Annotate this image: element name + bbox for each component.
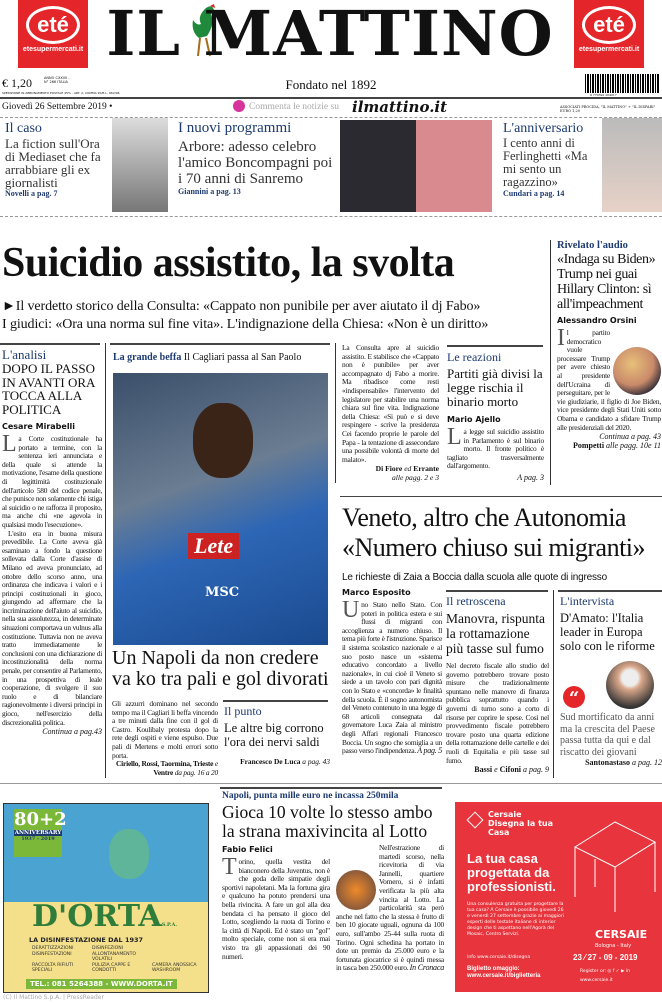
story-title: Le altre big corrono l'ora dei nervi saldi — [224, 721, 324, 749]
story-title: Manovra, rispunta la rottamazione più tasse sul fumo — [446, 611, 545, 656]
site-link[interactable]: ilmattino.it — [352, 98, 448, 116]
lead-headline[interactable]: Suicidio assistito, la svolta — [2, 240, 455, 286]
lead-summary — [342, 344, 439, 482]
story-kicker: L'analisi — [2, 347, 47, 362]
pages-ref[interactable]: A pag. 5 — [417, 746, 442, 756]
teaser-il-caso[interactable] — [5, 121, 110, 198]
column-divider — [335, 343, 336, 483]
lotto-shop-photo — [336, 870, 376, 910]
story-veneto[interactable] — [342, 588, 442, 756]
ad-headline: La tua casa progettata da professionisti. — [467, 851, 556, 894]
ad-info[interactable]: Info www.cersaie.it/disegna — [467, 955, 531, 960]
teaser-title: I cento anni di Ferlinghetti «Ma mi sento un ragazzino» — [503, 136, 588, 189]
section-ref[interactable]: In Cronaca — [409, 963, 444, 973]
story-body-2: Nell'estrazione di martedì scorso, nella ricevitoria di via Jannelli, quartiere Vomero, si è infatti verificata la più alta vincita al Lotto. La particolarità sta però anche nel fatto che la stessa è frutto di ben 10 giocate uguali, ognuna da 100 euro, sull'ambo 25-44 sulla ruota di Torino. Ogni schedina ha portato in dote un premio da 25.000 euro e la fortunata giocatrice si è quindi messa in tasca ben 250.000 euro. In Cronaca — [336, 843, 444, 973]
column-divider — [553, 590, 554, 778]
story-kicker: Napoli, punta mille euro ne incassa 250mila — [222, 791, 399, 801]
lead-subheads — [2, 298, 548, 334]
ad-brand: CERSAIE — [595, 928, 648, 941]
pages-ref[interactable]: Bassi e Cifoni a pag. 9 — [474, 765, 549, 775]
ad-location: Bologna - Italy — [595, 943, 632, 949]
ad-cersaie[interactable] — [455, 802, 662, 992]
ad-contact[interactable]: TEL.: 081 5264388 - WWW.DORTA.IT — [26, 979, 177, 989]
pages-ref[interactable]: Ciriello, Rossi, Taormina, Trieste e Ventre da pag. 16 a 20 — [116, 759, 218, 777]
section-rule — [0, 783, 662, 784]
story-kicker: La grande beffa — [113, 352, 182, 363]
story-kicker: L'intervista — [560, 594, 615, 608]
story-title: Gioca 10 volte lo stesso ambo la strana maxivincita al Lotto — [222, 802, 433, 841]
ad-body: Una consulenza gratuita per progettare la tua casa? A Cersaie è possibile giovedì 26 e venerdì 27 settembre grazie ai maggiori esperti delle testate italiane di interior design che ti aspettano nell'Agorà del Mosaic, Centro Servizi. — [467, 902, 564, 937]
story-body: La Corte costituzionale ha portato a termine, con la sentenza ieri annunciata e della quale si attende la motivazione, l'esame della questione di legittimità costituzionale dell'articolo 580 del codice penale, che punisce non solamente chi istiga al suicidio o ne rafforza il proposito, ma anche chi «ne agevola in qualsiasi modo l'esecuzione». — [2, 431, 102, 529]
story-lotto[interactable] — [222, 791, 444, 973]
pages-ref[interactable]: Santonastaso a pag. 12 — [585, 758, 662, 767]
story-body: Nel decreto fiscale allo studio del governo potrebbero trovare posto misure che tradizionalmente spuntano nelle manovre di finanza pubblica soprattutto quando i governi di turno sono a corto di risorse per coprire le spese. Così nel provvedimento fiscale potrebbero trovare posto una quarta edizione della rottamazione delle cartelle e dei ruoli di Equitalia e più tasse sul fumo. — [446, 661, 549, 765]
ad-years: 1937 - 2019 — [21, 836, 55, 842]
masthead-rule — [0, 97, 662, 99]
column-rule — [223, 700, 328, 702]
story-trump[interactable] — [557, 240, 661, 450]
teaser-arbore[interactable] — [178, 120, 338, 196]
column-rule — [340, 496, 662, 497]
comment-prompt: Commenta le notizie su — [249, 102, 339, 112]
ad-header: Cersaie Disegna la tua Casa — [488, 810, 554, 837]
story-kicker: Rivelato l'audio — [557, 240, 628, 251]
lead-subhead-2: I giudici: «Ora una norma sul fine vita». L'indignazione della Chiesa: «Non è un diritto» — [2, 317, 489, 332]
column-divider — [550, 240, 551, 485]
ad-brand: D'ORTAS.P.A. — [32, 899, 178, 934]
napoli-kicker-line — [113, 352, 331, 363]
story-analysis[interactable] — [2, 347, 102, 736]
teaser-photo-arbore — [340, 120, 492, 212]
ad-dates: 23 ⁄ 27 - 09 - 2019 — [573, 953, 638, 962]
story-kicker: Le reazioni — [447, 350, 502, 364]
continue-ref[interactable]: Continua a pag. 43 — [599, 432, 661, 442]
ad-badge-label: ANNIVERSARY — [14, 830, 62, 836]
comment-bubble-icon — [233, 100, 245, 112]
barcode — [585, 74, 660, 93]
story-body: Uno Stato nello Stato. Con poteri in politica estera e sui flussi di migranti con accoglienza a numero chiuso. Il tema più forte è l'istruzione. Sparisce il sistema scolastico nazionale e al suo posto nasce un «sistema educativo concordato a livello nazionale», in cui cioè il Veneto si siede a un tavolo con pari dignità con lo Stato e «concorda» le finalità della scuola. È il sogno autonomista del Veneto contenuto in una legge di 68 articoli consegnata dal governatore Luca Zaia al ministro degli Affari regionali Francesco Boccia. Un sogno che somiglia a un passo verso l'indipendenza. A pag. 5 — [342, 597, 442, 756]
edition-info: ANNO CXXVII - N° 266 ITALIA — [44, 76, 70, 84]
story-body-2: L'esito era in buona misura prevedibile. La Corte aveva già esaminato a fondo la questione sollevata dalla Corte d'assise di Milano ed aveva pronunciato, ad ottobre dello scorso anno, una ordinanza che indicava i valori e i principi costituzionali in gioco, giungendo ad affermare che la incriminazione dell'aiuto al suicidio, nella sua assolutezza, in determinate situazioni comportava un vulnus alla costituzione. Tuttavia non ne aveva tratto immediatamente le conclusioni con una dichiarazione di incostituzionalità della norma penale, per consentire al Parlamento, in una prospettiva di leale cooperazione, di svolgere il suo ruolo e di bilanciare ragionevolmente i diversi principi in gioco, nell'esercizio della discrezionalità politica. — [2, 528, 102, 727]
photo-sponsor: Lete — [188, 533, 239, 559]
story-reazioni[interactable] — [447, 350, 544, 482]
right-small-info: ASSOCIATI PROCIDA, "IL MATTINO" + "IL DISPARI" EURO 1,20 — [560, 105, 656, 113]
story-punto[interactable] — [224, 704, 330, 766]
trump-photo — [613, 347, 661, 395]
story-kicker: Il punto — [224, 704, 262, 718]
pages-ref[interactable]: A pag. 3 — [517, 472, 544, 482]
price: € 1,20 — [2, 76, 32, 90]
intervista-quote-block — [560, 712, 662, 768]
masthead-title-wrap — [100, 0, 560, 70]
napoli-summary — [112, 700, 218, 777]
teaser-ref: Cundari a pag. 14 — [503, 189, 565, 198]
byline: Mario Ajello — [447, 415, 501, 424]
photo-sponsor-2: MSC — [205, 585, 240, 600]
teaser-photo-newsroom — [112, 118, 168, 212]
continue-ref[interactable]: Continua a pag.43 — [42, 727, 102, 737]
founded: Fondato nel 1892 — [285, 77, 377, 92]
teaser-title: La fiction sull'Ora di Mediaset che fa arrabbiare gli ex giornalisti — [5, 136, 101, 190]
napoli-photo-koulibaly — [113, 373, 328, 645]
story-body: Gli azzurri dominano nel secondo tempo ma il Cagliari li beffa vincendo a tre minuti dalla fine con il gol di Castro. Koulibaly protesta dopo la rete degli ospiti e viene espulso. Due pali di Mertens e molti errori sotto porta. — [112, 699, 218, 760]
kicker-rest: Il Cagliari passa al San Paolo — [183, 352, 302, 363]
cube-drawing-icon — [570, 817, 658, 912]
masthead-title: IL MATTINO — [106, 0, 554, 70]
story-title: DOPO IL PASSO IN AVANTI ORA TOCCA ALLA POLITICA — [2, 361, 95, 417]
story-body: La Consulta apre al suicidio assistito. E stabilisce che «Cappato non è punibile» per aver accompagnato dj Fabo a morire. Ma ribadisce come resti «indispensabile» l'intervento del legislatore per stabilire una norma chiara sul fine vita. Indignazione della Chiesa: «Si può e si deve respingere - scrive la presidenza Cei facendo proprie le parole del Papa - la tentazione di assecondare una possibile volontà di morte del malato». — [342, 343, 439, 464]
pages-ref[interactable]: Di Fiore ed Errante alle pagg. 2 e 3 — [375, 464, 439, 483]
column-rule — [447, 345, 543, 347]
ad-social[interactable]: Register or: ◎ f ✓ ▶ in — [580, 969, 630, 974]
teaser-ref: Giannini a pag. 13 — [178, 187, 241, 196]
column-rule — [0, 343, 100, 345]
story-body: Torino, quella vestita del bianconero della Juventus, non è che goda delle simpatie degli sportivi napoletani. Ma la fortuna gira e qualcuno ha potuto prendersi una bella rivincita. A fare un gol alla dea bendata ci ha pensato il gioco del Lotto, scegliendo la ruota di Torino e la città di Napoli. Ed è stato un "gol" molto speciale, come non si era mai visto tra gli appassionati dei 90 numeri. — [222, 854, 330, 961]
teaser-title: Arbore: adesso celebro l'amico Boncompagni poi i 70 anni di Sanremo — [178, 139, 333, 187]
barcode-number: 9 770392 284017 — [590, 93, 617, 97]
cube-icon — [467, 812, 484, 829]
byline: Fabio Felici — [222, 845, 273, 854]
byline: Marco Esposito — [342, 588, 411, 597]
postal-info: SPEDIZIONE IN ABBONAMENTO POSTALE 45% - ART. 2, COMMA 20/B L. 662/96 — [2, 91, 120, 95]
date: Giovedì 26 Settembre 2019 • — [2, 102, 113, 112]
teaser-strip-rule — [0, 117, 662, 118]
teaser-ferlinghetti[interactable] — [503, 121, 600, 198]
ad-tagline: LA DISINFESTAZIONE DAL 1937 — [29, 936, 144, 944]
intervista-quote: Sud mortificato da anni ma la crescita del Paese passa tutta da qui e dal riscatto dei giovani — [560, 712, 655, 758]
story-title: Partiti già divisi la legge rischia il binario morto — [447, 366, 543, 409]
pages-ref[interactable]: Pompetti alle pagg. 10e 11 — [572, 441, 661, 451]
story-intervista[interactable] — [560, 594, 662, 653]
veneto-title-1[interactable]: Veneto, altro che Autonomia — [342, 503, 626, 532]
veneto-title-2[interactable]: «Numero chiuso sui migranti» — [342, 533, 646, 562]
story-title: «Indaga su Biden» Trump nei guai Hillary Clinton: sì all'impeachment — [557, 252, 656, 312]
mascot-fly-icon — [109, 829, 149, 879]
story-title: D'Amato: l'Italia leader in Europa solo con le riforme — [560, 611, 655, 653]
story-retroscena[interactable] — [446, 594, 549, 774]
column-rule — [446, 590, 548, 592]
ad-services: DERATTIZZAZIONI DISINFEZIONI DISINFESTAZIONI ALLONTANAMENTO VOLATILI RACCOLTA RIFIUTI SPECIALI PULIZIA CAPPE E CONDOTTI CAMERA ANOSSICA WASHROOM — [32, 946, 197, 973]
damato-photo — [606, 661, 654, 709]
column-divider — [105, 343, 106, 778]
ad-ticket[interactable]: Biglietto omaggio: www.cersaie.it/biglietteria — [467, 966, 541, 979]
ete-logo: eté — [582, 6, 636, 44]
author-ref[interactable]: Francesco De Luca a pag. 43 — [240, 757, 330, 766]
teaser-ref: Novelli a pag. 7 — [5, 189, 58, 198]
ad-badge: 80+2 — [14, 809, 67, 830]
column-rule — [220, 787, 442, 789]
veneto-subhead: Le richieste di Zaia a Boccia dalla scuola alle quote di ingresso — [342, 572, 607, 583]
ete-ad-right[interactable] — [574, 0, 644, 68]
teaser-photo-ferlinghetti — [602, 118, 662, 212]
ete-url: etesupermercati.it — [22, 46, 84, 53]
byline: Cesare Mirabelli — [2, 422, 76, 431]
quote-icon: “ — [563, 686, 585, 708]
teaser-kicker: Il caso — [5, 121, 42, 136]
ete-logo: eté — [26, 6, 80, 44]
teaser-kicker: L'anniversario — [503, 121, 584, 136]
ad-web[interactable]: www.cersaie.it — [580, 978, 613, 983]
ete-url: etesupermercati.it — [578, 46, 640, 53]
byline: Alessandro Orsini — [557, 316, 637, 325]
story-body: Il partito democratico vuole processare Trump per avere chiesto al presidente dell'Ucraina di perseguitare, per le vie giudiziarie, il figlio di Joe Biden, vice presidente degli Stati Uniti sotto Obama e candidato a sfidare Trump alle presidenziali del 2020. — [557, 325, 661, 432]
story-body: La legge sul suicidio assistito in Parlamento è sul binario morto. Il fronte politico è tagliato trasversalmente dall'argomento. — [447, 424, 544, 471]
lead-subhead-1: ►Il verdetto storico della Consulta: «Cappato non punibile per aver aiutato il dj Fabo» — [2, 299, 481, 314]
column-rule — [558, 590, 662, 592]
column-rule — [110, 343, 330, 345]
ad-dorta[interactable] — [3, 803, 209, 993]
story-kicker: Il retroscena — [446, 594, 506, 608]
teaser-kicker: I nuovi programmi — [178, 120, 292, 136]
teaser-strip-rule-bottom — [0, 216, 662, 217]
ete-ad-left[interactable] — [18, 0, 88, 68]
napoli-title[interactable]: Un Napoli da non credere va ko tra pali e gol divorati — [112, 647, 329, 690]
footer-copyright: (C) Il Mattino S.p.A. | PressReader — [3, 994, 104, 1001]
